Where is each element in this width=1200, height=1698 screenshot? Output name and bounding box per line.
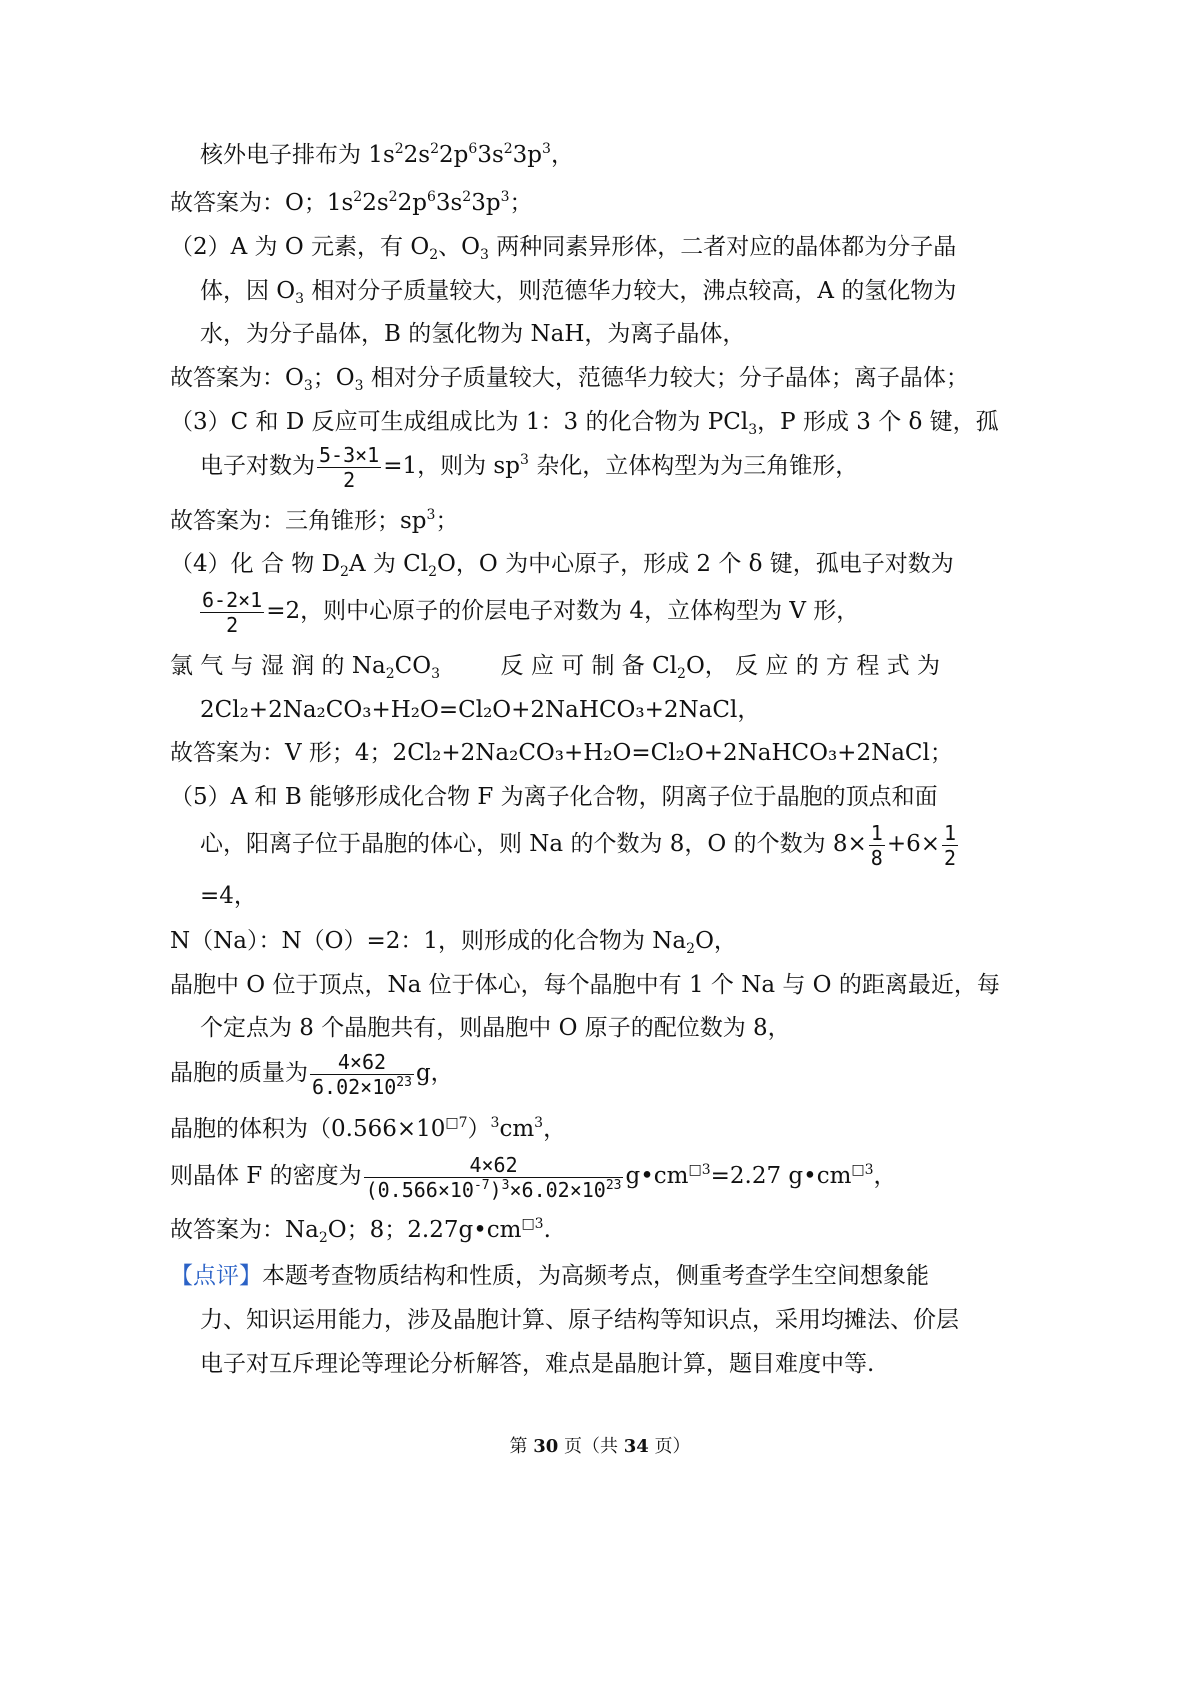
line-text: 、O [438,234,480,260]
line-text: 两种同素异形体，二者对应的晶体都为分子晶 [488,234,957,260]
text-line-2: 故答案为：O；$1s^22s^22p^63s^23p^3$； [170,189,533,216]
footer-text: 第 [509,1436,534,1457]
fraction-denominator [310,1075,414,1099]
text-line-7: （3）C 和 D 反应可生成组成比为 1：3 的化合物为 PCl$_3$，P 形成 3 个 δ 键，孤 [170,409,999,438]
line-text: ， [873,1163,897,1189]
text-line-22 [170,1113,566,1145]
text-line-21 [170,1046,454,1100]
exponent: □3 [521,1216,544,1232]
fraction-denominator: 8 [870,845,883,870]
footer-text: 页） [648,1436,691,1457]
line-text: 氯 气 与 湿 润 的 Na [170,653,386,679]
denominator-text: ×6.02×10 [509,1177,606,1202]
line-text: =2，则中心原子的价层电子对数为 4，立体构型为 V 形， [266,598,860,624]
text-line-25 [170,1260,929,1292]
fraction-density [364,1153,624,1202]
exponent: 3 [534,1115,544,1131]
text-line-9: 故答案为：三角锥形；$sp^3$； [170,507,459,534]
line-text: 水，为分子晶体，B 的氢化物为 NaH，为离子晶体， [200,321,746,347]
fraction-cell-mass [310,1050,414,1099]
line-text: 反 应 可 制 备 Cl [500,653,678,679]
text-line-27 [200,1348,874,1380]
text-line-5 [200,318,745,350]
line-text: CO [394,653,432,679]
denominator-text: ) [489,1177,502,1202]
line-text: =2.27 g•cm [710,1163,852,1189]
line-text: O， 反 应 的 方 程 式 为 [685,653,940,679]
exponent: -7 [473,1177,490,1193]
text-line-24: 故答案为：$Na_2O$；8；$2.27g•cm^{□3}$. [170,1216,551,1246]
line-text: 晶胞中 O 位于顶点，Na 位于体心，每个晶胞中有 1 个 Na 与 O 的距离最近，每 [170,972,1000,998]
text-line-19 [170,969,1000,1001]
exponent: □7 [445,1115,468,1131]
line-text: 本题考查物质结构和性质，为高频考点，侧重考查学生空间想象能 [262,1263,929,1289]
line-text: （4）化 合 物 D [170,551,341,577]
fraction-numerator: 1 [870,820,883,845]
line-text: 个定点为 8 个晶胞共有，则晶胞中 O 原子的配位数为 8， [200,1015,791,1041]
page-number: 30 [533,1436,559,1457]
line-text: ，P 形成 3 个 δ 键，孤 [757,409,999,435]
page-total: 34 [623,1436,649,1457]
line-text: ， [543,1116,567,1142]
exponent: □3 [851,1162,874,1178]
line-text: N（Na）：N（O）=2：1，则形成的化合物为 Na [170,928,687,954]
line-text: +6× [886,831,941,857]
fraction-numerator: 4×62 [310,1050,414,1075]
fraction-numerator: 1 [944,820,957,845]
fraction-denominator: 2 [343,467,356,492]
exponent: 23 [396,1074,412,1090]
line-text: 体，因 O [200,278,296,304]
text-line-26 [200,1304,959,1336]
answer-label: 故答案为：O；1s [170,190,354,216]
line-text: （3）C 和 D 反应可生成组成比为 1：3 的化合物为 PCl [170,409,749,435]
line-text: 故答案为：三角锥形；sp [170,508,427,534]
line-text: 电子对互斥理论等理论分析解答，难点是晶胞计算，题目难度中等. [200,1351,875,1377]
line-text: 心，阳离子位于晶胞的体心，则 Na 的个数为 8，O 的个数为 8× [200,831,867,857]
comment-tag: 【点评】 [170,1263,262,1289]
fraction-numerator: 6-2×1 [202,587,263,612]
page-footer [0,1432,1200,1458]
fraction-one-eighth [869,821,885,870]
line-text: （2）A 为 O 元素，有 O [170,234,430,260]
text-line-10: （4）化 合 物 $D_2A$ 为 $Cl_2O$，O 为中心原子，形成 2 个 δ 键，孤电子对数为 [170,551,954,580]
fraction-lone-pairs-o [200,588,264,637]
denominator-text: (0.566×10 [365,1177,474,1202]
line-text: O，O 为中心原子，形成 2 个 δ 键，孤电子对数为 [437,551,954,577]
line-text: 故答案为：O [170,365,304,391]
line-text: 电子对数为 [200,453,315,479]
line-text: 相对分子质量较大，范德华力较大；分子晶体；离子晶体； [363,365,969,391]
text-line-1: 核外电子排布为 $1s^22s^22p^63s^23p^3$， [200,141,574,168]
exponent: 3 [501,1177,510,1193]
line-text: g•cm [625,1163,689,1189]
line-text: 故答案为：V 形；4；2Cl₂+2Na₂CO₃+H₂O=Cl₂O+2NaHCO₃+2NaCl； [170,740,953,766]
line-text: O；8；2.27g•cm [327,1217,522,1243]
text-line-12: 氯 气 与 湿 润 的 $Na_2CO_3$ 反 应 可 制 备 $Cl_2O$， 反 应 的 方 程 式 为 [170,653,940,682]
line-text: 杂化，立体构型为为三角锥形， [528,453,859,479]
text-line-4: 体，因 $O_3$ 相对分子质量较大，则范德华力较大，沸点较高，A 的氢化物为 [200,278,957,307]
text-line-8: 电子对数为 $\frac{5-3\times 1}{2}$ =1，则为 $sp^3$ 杂化，立体构型为为三角锥形， [200,442,859,492]
line-text: g， [415,1060,454,1086]
line-text: 核外电子排布为 1s [200,142,395,168]
line-text: . [543,1217,551,1243]
exponent: 23 [605,1177,622,1193]
denominator-text: 6.02×10 [312,1074,397,1099]
text-line-23 [170,1148,897,1204]
line-text: ； [435,508,459,534]
line-text: =1，则为 sp [383,453,520,479]
text-line-17 [200,880,257,912]
line-text: ） [467,1116,491,1142]
fraction-denominator: 2 [944,845,957,870]
line-text: （5）A 和 B 能够形成化合物 F 为离子化合物，阴离子位于晶胞的顶点和面 [170,784,938,810]
text-line-20 [200,1012,791,1044]
line-text: 晶胞的体积为（0.566×10 [170,1116,446,1142]
fraction-lone-pairs-p [317,443,381,492]
exponent: □3 [688,1162,711,1178]
text-line-6: 故答案为：$O_3$；$O_3$ 相对分子质量较大，范德华力较大；分子晶体；离子晶体； [170,365,969,394]
line-text: cm [499,1116,535,1142]
fraction-numerator: 5-3×1 [319,442,380,467]
text-line-15 [170,781,938,813]
line-text: 相对分子质量较大，则范德华力较大，沸点较高，A 的氢化物为 [304,278,957,304]
text-line-11 [198,585,859,637]
line-text: A 为 Cl [348,551,429,577]
line-text: =4， [200,883,257,909]
exponent: 3 [490,1115,500,1131]
fraction-denominator [364,1178,624,1202]
text-line-13 [200,694,760,726]
fraction-numerator: 4×62 [364,1153,624,1178]
line-text: 故答案为：Na [170,1217,319,1243]
fraction-one-half [942,821,958,870]
line-text: 则晶体 F 的密度为 [170,1163,362,1189]
line-text: 晶胞的质量为 [170,1060,308,1086]
line-text: ；O [312,365,355,391]
line-text: 力、知识运用能力，涉及晶胞计算、原子结构等知识点，采用均摊法、价层 [200,1307,959,1333]
text-line-14 [170,737,953,769]
footer-text: 页（共 [558,1436,624,1457]
text-line-16 [200,816,960,872]
text-line-18: N（Na）：N（O）=2：1，则形成的化合物为 $Na_2O$， [170,928,737,957]
chemical-equation: 2Cl₂+2Na₂CO₃+H₂O=Cl₂O+2NaHCO₃+2NaCl， [200,697,761,723]
fraction-denominator: 2 [226,612,239,637]
line-text: O， [695,928,737,954]
text-line-3: （2）A 为 O 元素，有 $O_2$、$O_3$ 两种同素异形体，二者对应的晶体都为分子晶 [170,234,957,263]
